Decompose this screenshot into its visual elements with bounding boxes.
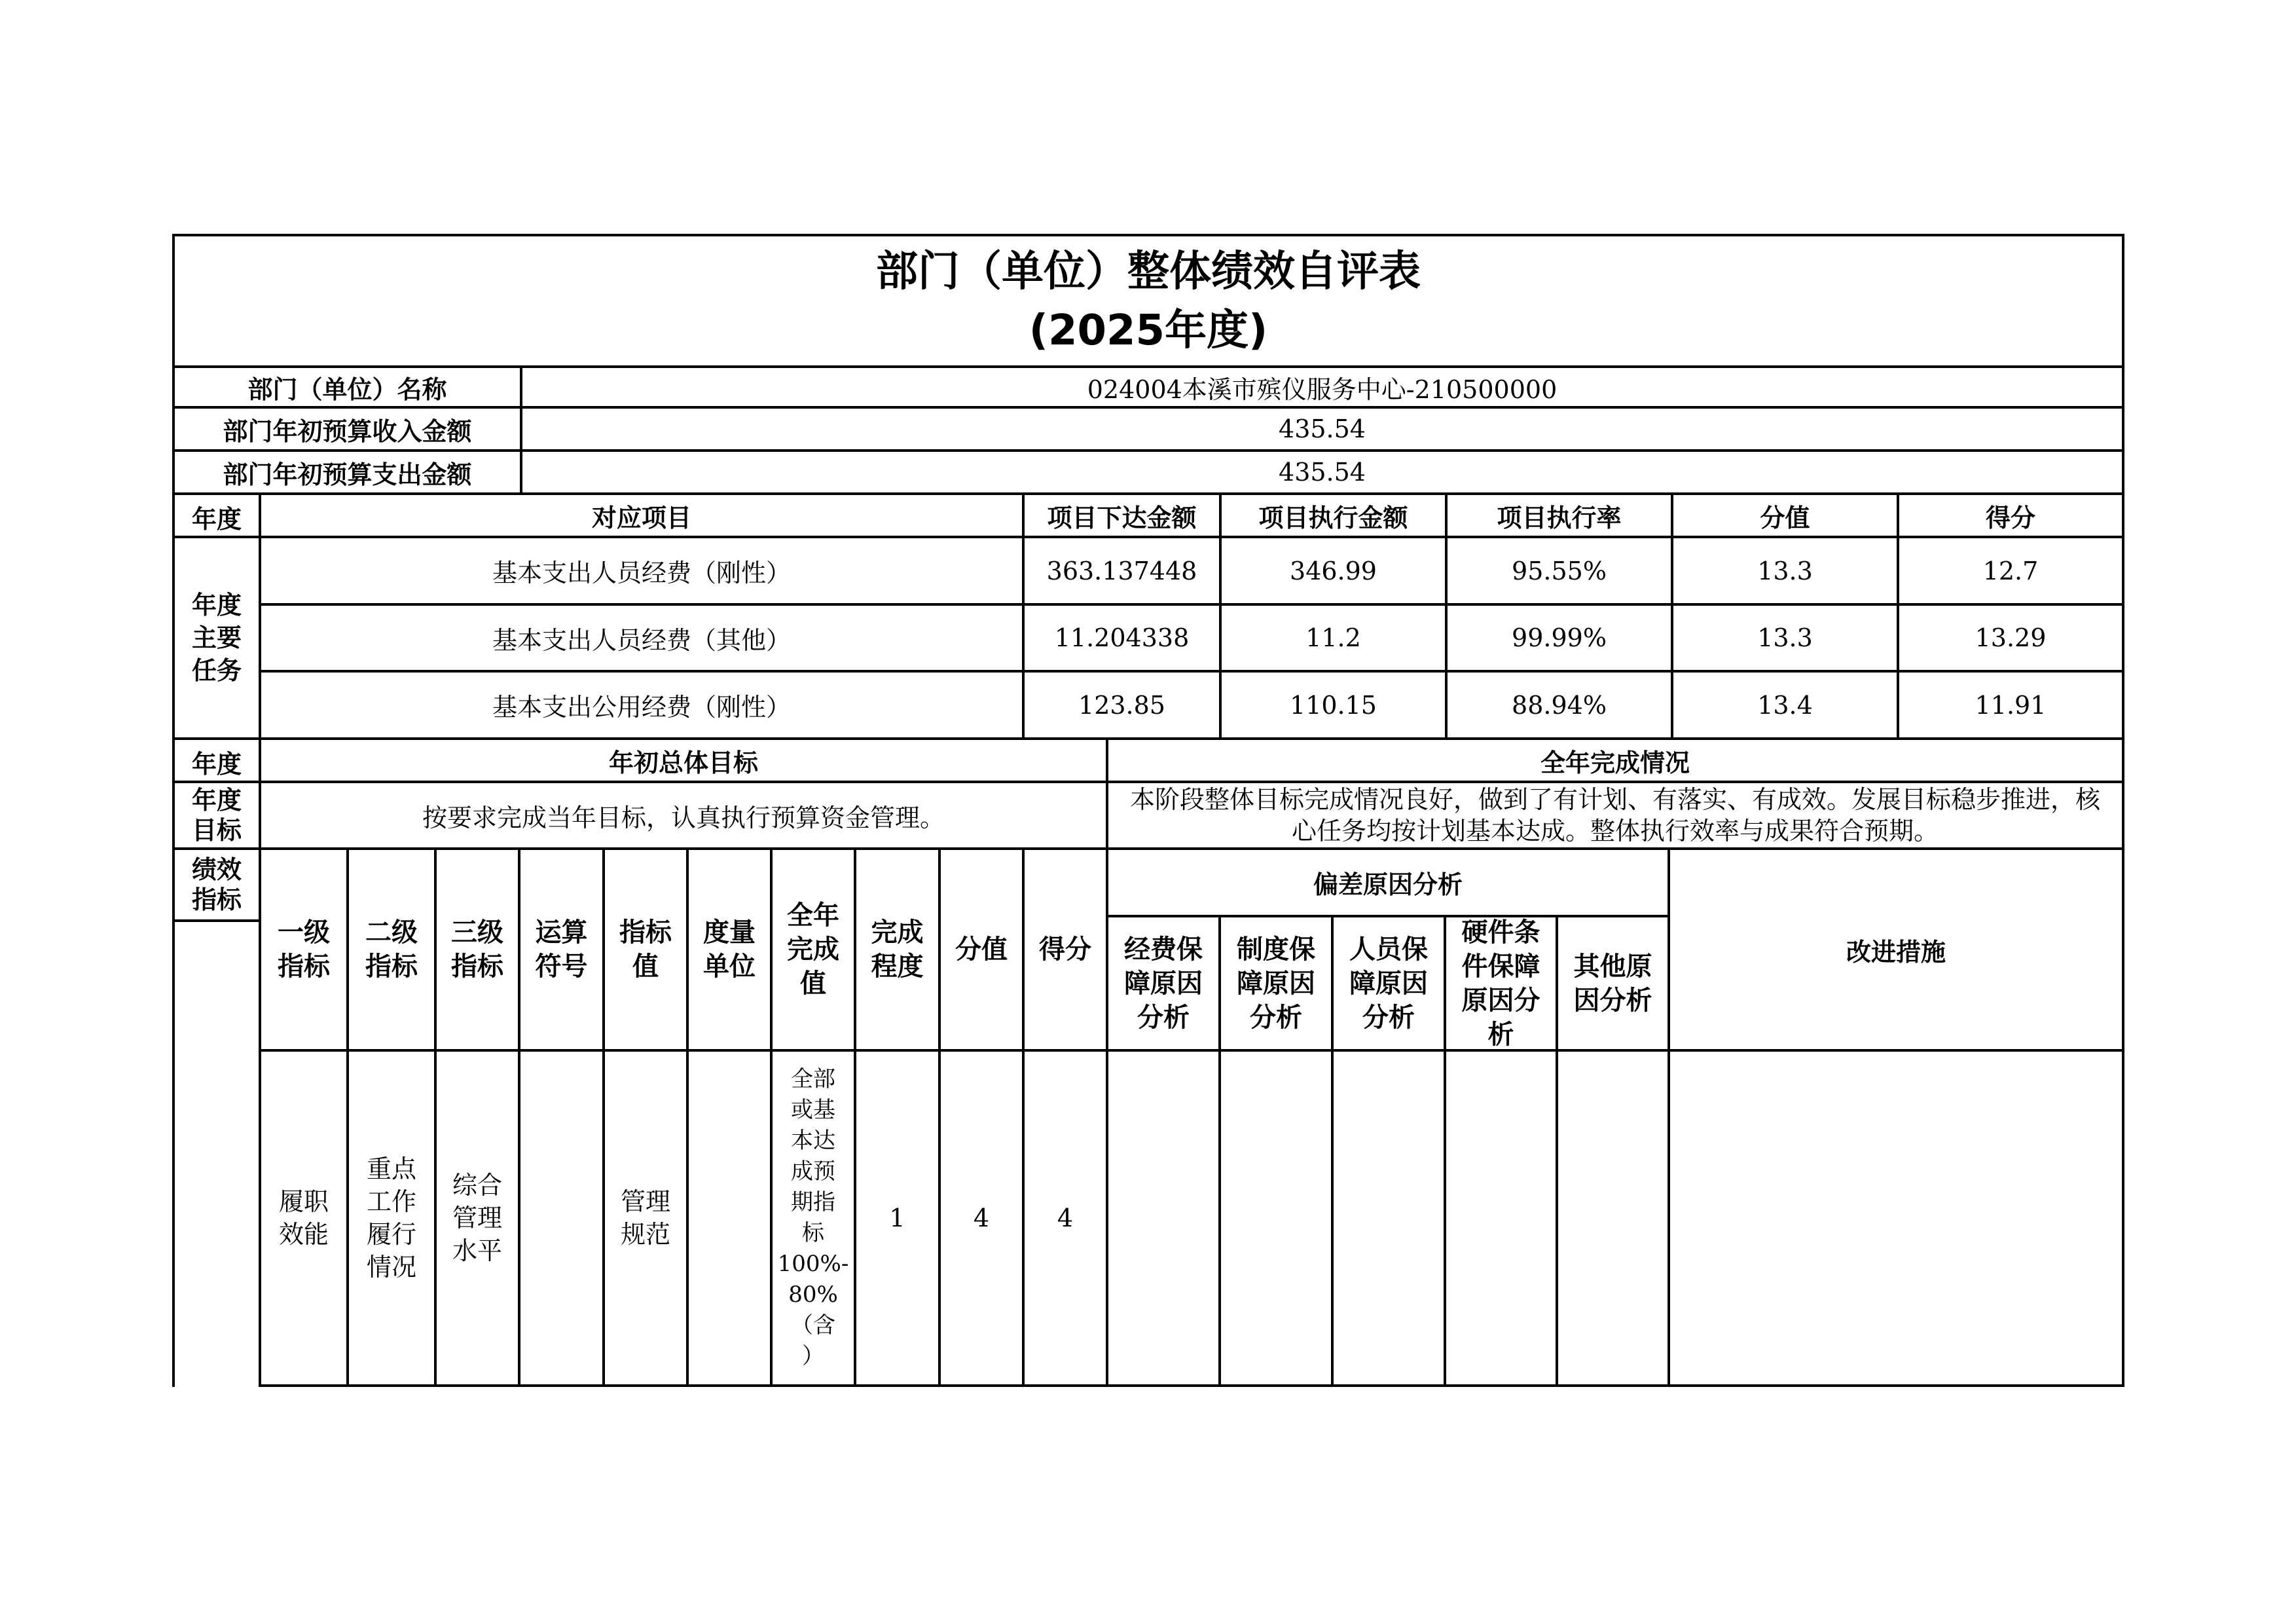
task-score: 13.29 [1899, 606, 2124, 673]
ind-header-score-value: 分值 [941, 850, 1025, 1052]
ind-header-deviation: 偏差原因分析 [1108, 850, 1670, 917]
ind-level3: 综合 管理 水平 [437, 1052, 520, 1387]
task-project: 基本支出人员经费（刚性） [261, 538, 1025, 606]
ind-header-improvement: 改进措施 [1670, 850, 2124, 1052]
tasks-header-score: 得分 [1899, 495, 2124, 538]
ind-personnel-analysis [1334, 1052, 1446, 1387]
unit-name-value: 024004本溪市殡仪服务中心-210500000 [522, 368, 2124, 409]
task-project: 基本支出人员经费（其他） [261, 606, 1025, 673]
tasks-header-allocated: 项目下达金额 [1025, 495, 1222, 538]
ind-hardware-analysis [1446, 1052, 1558, 1387]
task-rate: 99.99% [1448, 606, 1673, 673]
tasks-header-rate: 项目执行率 [1448, 495, 1673, 538]
ind-header-completion: 完成 程度 [856, 850, 941, 1052]
task-executed: 110.15 [1222, 673, 1448, 740]
tasks-header-project: 对应项目 [261, 495, 1025, 538]
task-allocated: 123.85 [1025, 673, 1222, 740]
ind-value: 管理 规范 [605, 1052, 689, 1387]
task-allocated: 363.137448 [1025, 538, 1222, 606]
task-score: 12.7 [1899, 538, 2124, 606]
goals-completion-text: 本阶段整体目标完成情况良好，做到了有计划、有落实、有成效。发展目标稳步推进，核心任务均按计划基本达成。整体执行效率与成果符合预期。 [1108, 783, 2124, 850]
expense-value: 435.54 [522, 452, 2124, 495]
task-score: 11.91 [1899, 673, 2124, 740]
ind-header-score: 得分 [1025, 850, 1108, 1052]
ind-operator [520, 1052, 605, 1387]
ind-header-unit: 度量 单位 [689, 850, 773, 1052]
goals-header-initial: 年初总体目标 [261, 740, 1108, 783]
ind-header-funding: 经费保 障原因 分析 [1108, 917, 1221, 1052]
income-label: 部门年初预算收入金额 [172, 409, 522, 452]
ind-header-other: 其他原 因分析 [1558, 917, 1670, 1052]
indicators-label-filler [172, 922, 261, 1387]
task-executed: 346.99 [1222, 538, 1448, 606]
title-block [172, 234, 2124, 368]
tasks-section-label: 年度 主要 任务 [172, 538, 261, 740]
ind-header-annual-value: 全年 完成 值 [773, 850, 856, 1052]
task-score-value: 13.3 [1673, 606, 1899, 673]
tasks-header-executed: 项目执行金额 [1222, 495, 1448, 538]
ind-funding-analysis [1108, 1052, 1221, 1387]
goals-header-completion: 全年完成情况 [1108, 740, 2124, 783]
task-rate: 88.94% [1448, 673, 1673, 740]
ind-header-personnel: 人员保 障原因 分析 [1334, 917, 1446, 1052]
ind-header-value: 指标 值 [605, 850, 689, 1052]
income-value: 435.54 [522, 409, 2124, 452]
tasks-header-score-value: 分值 [1673, 495, 1899, 538]
goals-label: 年度 目标 [172, 783, 261, 850]
ind-other-analysis [1558, 1052, 1670, 1387]
task-project: 基本支出公用经费（刚性） [261, 673, 1025, 740]
ind-annual-value: 全部 或基 本达 成预 期指 标 100%- 80% （含 ） [773, 1052, 856, 1387]
page-subtitle: (2025年度) [1029, 306, 1268, 355]
ind-header-hardware: 硬件条 件保障 原因分 析 [1446, 917, 1558, 1052]
ind-score: 4 [1025, 1052, 1108, 1387]
unit-name-label: 部门（单位）名称 [172, 368, 522, 409]
ind-system-analysis [1221, 1052, 1334, 1387]
task-allocated: 11.204338 [1025, 606, 1222, 673]
expense-label: 部门年初预算支出金额 [172, 452, 522, 495]
ind-level1: 履职 效能 [261, 1052, 349, 1387]
ind-score-value: 4 [941, 1052, 1025, 1387]
ind-unit [689, 1052, 773, 1387]
ind-header-level2: 二级 指标 [349, 850, 437, 1052]
task-executed: 11.2 [1222, 606, 1448, 673]
ind-improvement [1670, 1052, 2124, 1387]
page-title: 部门（单位）整体绩效自评表 [876, 247, 1421, 296]
ind-header-level1: 一级 指标 [261, 850, 349, 1052]
goals-initial-text: 按要求完成当年目标，认真执行预算资金管理。 [261, 783, 1108, 850]
goals-label-top: 年度 [172, 740, 261, 783]
task-score-value: 13.3 [1673, 538, 1899, 606]
ind-header-operator: 运算 符号 [520, 850, 605, 1052]
tasks-label-top: 年度 [172, 495, 261, 538]
ind-header-system: 制度保 障原因 分析 [1221, 917, 1334, 1052]
ind-header-level3: 三级 指标 [437, 850, 520, 1052]
indicators-label: 绩效 指标 [172, 850, 261, 922]
ind-completion: 1 [856, 1052, 941, 1387]
ind-level2: 重点 工作 履行 情况 [349, 1052, 437, 1387]
task-score-value: 13.4 [1673, 673, 1899, 740]
task-rate: 95.55% [1448, 538, 1673, 606]
